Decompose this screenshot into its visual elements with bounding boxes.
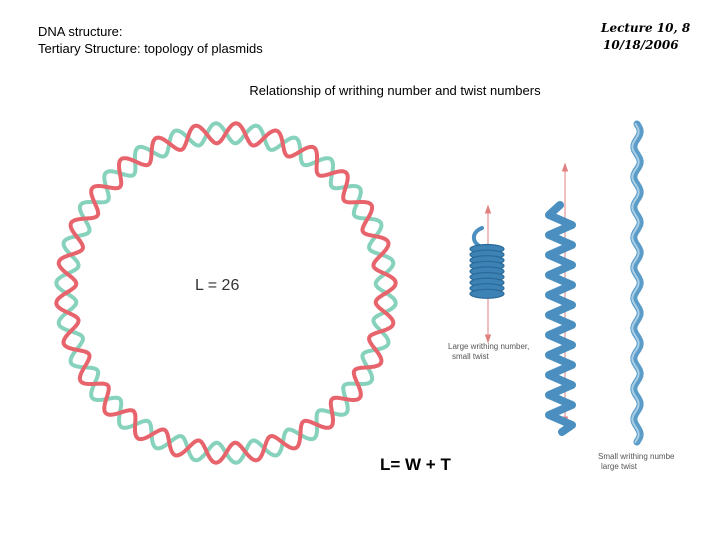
caption-large-writhe-line2: small twist	[452, 352, 489, 361]
linking-number-label: L = 26	[195, 277, 240, 294]
caption-small-writhe-line1: Small writhing numbe	[598, 452, 675, 461]
writhed-dna-helix	[549, 205, 572, 432]
lecture-date: 10/18/2006	[603, 38, 679, 52]
caption-small-writhe-line2: large twist	[601, 462, 638, 471]
caption-large-writhe-line1: Large writhing number,	[448, 342, 530, 351]
linking-number-formula: L= W + T	[380, 455, 451, 474]
coiled-dna-large-writhe	[470, 228, 504, 298]
slide-title-line1: DNA structure:	[38, 24, 123, 39]
slide-title-line2: Tertiary Structure: topology of plasmids	[38, 41, 263, 56]
coil-loop	[470, 289, 504, 298]
lecture-number: Lecture 10, 8	[601, 21, 691, 35]
slide-subtitle: Relationship of writhing number and twist numbers	[249, 83, 541, 98]
